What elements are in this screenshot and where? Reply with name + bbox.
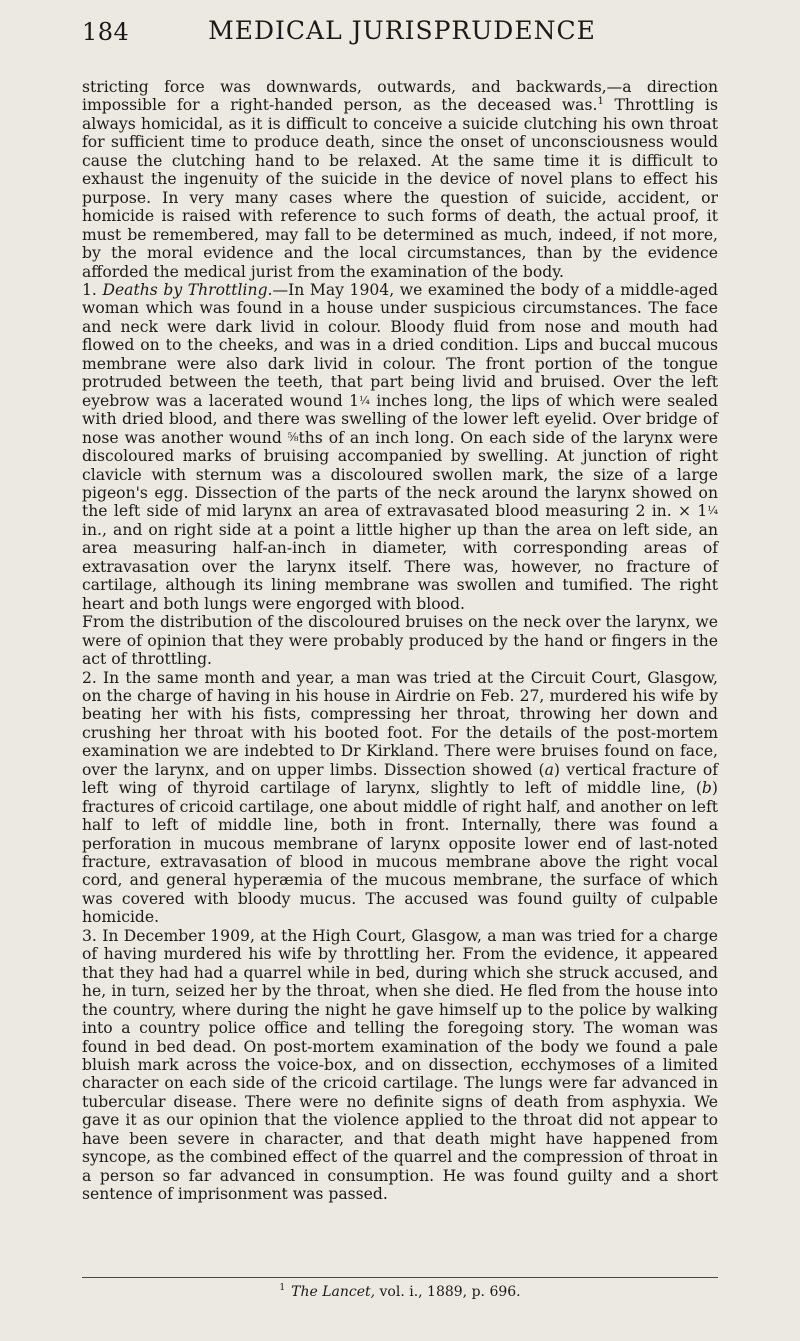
case-2-letter-b: b <box>701 779 712 798</box>
case-1-number: 1. <box>82 280 103 299</box>
page-header <box>82 12 722 52</box>
intro-text-after-ref: Throttling is always homicidal, as it is difficult to conceive a suicide clutching his own throat for sufficient time to produce death, since the onset of unconsciousness would cause the clutching hand to be relaxed. At the same time it is difficult to exhaust the ingenuity of the suicide in the device of novel plans to effect his purpose. In very many cases where the question of suicide, accident, or homicide is raised with reference to such forms of death, the actual proof, it must be remembered, may fall to be determined as much, indeed, if not more, by the moral evidence and the local circumstances, than by the evidence afforded the medical jurist from the examination of the body. <box>82 96 718 281</box>
case-3-paragraph: 3. In December 1909, at the High Court, Glasgow, a man was tried for a charge of having murdered his wife by throttling her. From the evidence, it appeared that they had had a quarrel while in bed, during which she struck accused, and he, in turn, seized her by the throat, when she died. He fled from the house into the country, where during the night he gave himself up to the police by walking into a country police office and telling the foregoing story. The woman was found in bed dead. On post-mortem examination of the body we found a pale bluish mark across the voice-box, and on dissection, ecchymoses of a limited character on each side of the cricoid cartilage. The lungs were far advanced in tubercular disease. There were no definite signs of death from asphyxia. We gave it as our opinion that the violence applied to the throat did not appear to have been severe in character, and that death might have happened from syncope, as the combined effect of the quarrel and the compression of throat in a person so far advanced in consumption. He was found guilty and a short sentence of imprisonment was passed. <box>82 926 718 1204</box>
footnote-mark: 1 <box>279 1283 286 1294</box>
fraction: ¼ <box>359 393 370 407</box>
case-2-letter-a: a <box>544 760 554 779</box>
intro-text-before-ref: stricting force was downwards, outwards, and backwards,—a direction impossible for a right-handed person, as the deceased was. <box>82 78 718 115</box>
intro-paragraph <box>82 78 718 281</box>
footnote-citation: vol. i., 1889, p. 696. <box>375 1284 521 1300</box>
case-2-text-c: ) fractures of cricoid cartilage, one about middle of right half, and another on left half to left of middle line, both in front. Internally, there was found a perforation in mucous membrane of larynx opposite lower end of last-noted fracture, extravasation of blood in mucous membrane above the right vocal cord, and general hyperæmia of the mucous membrane, the surface of which was covered with bloody mucus. The accused was found guilty of culpable homicide. <box>82 779 718 927</box>
case-2-paragraph <box>82 669 718 927</box>
case-1-paragraph <box>82 281 718 613</box>
footnote <box>0 1284 800 1300</box>
footnote-divider <box>82 1277 718 1278</box>
case-1-text-b: inches long, the lips of which were sealed with dried blood, and there was swelling of the lower left eyelid. Over bridge of nose was another wound <box>82 391 718 447</box>
footnote-reference: 1 <box>597 96 604 108</box>
case-2-text-a: 2. In the same month and year, a man was tried at the Circuit Court, Glasgow, on the charge of having in his house in Airdrie on Feb. 27, murdered his wife by beating her with his fists, compressing her throat, throwing her down and crushing her throat with his booted foot. For the details of the post-mortem examination we are indebted to Dr Kirkland. There were bruises found on face, over the larynx, and on upper limbs. Dissection showed ( <box>82 668 718 779</box>
case-1-conclusion: From the distribution of the discoloured bruises on the neck over the larynx, we were of opinion that they were probably produced by the hand or fingers in the act of throttling. <box>82 613 718 669</box>
case-1-text-c: ths of an inch long. On each side of the larynx were discoloured marks of bruising accompanied by swelling. At junction of right clavicle with sternum was a discoloured swollen mark, the size of a large pigeon's egg. Dissection of the parts of the neck around the larynx showed on the left side of mid larynx an area of extravasated blood measuring 2 in. × 1 <box>82 428 718 521</box>
fraction: ⅝ <box>287 430 299 444</box>
case-1-text-d: in., and on right side at a point a little higher up than the area on left side, an area measuring half-an-inch in diameter, with corresponding areas of extravasation over the larynx itself. There was, however, no fracture of cartilage, although its lining membrane was swollen and tumified. The right heart and both lungs were engorged with blood. <box>82 520 718 613</box>
case-2-text-b: ) vertical fracture of left wing of thyroid cartilage of larynx, slightly to left of middle line, ( <box>82 760 718 798</box>
body-text <box>82 78 718 1204</box>
fraction: ¼ <box>707 504 718 518</box>
page-number: 184 <box>82 18 130 46</box>
footnote-source-title: The Lancet, <box>291 1284 376 1300</box>
case-1-heading: Deaths by Throttling. <box>102 280 273 299</box>
running-head: MEDICAL JURISPRUDENCE <box>208 16 596 45</box>
case-1-text-a: —In May 1904, we examined the body of a middle-aged woman which was found in a house under suspicious circumstances. The face and neck were dark livid in colour. Bloody fluid from nose and mouth had flowed on to the cheeks, and was in a dried condition. Lips and buccal mucous membrane were also dark livid in colour. The front portion of the tongue protruded between the teeth, that part being livid and bruised. Over the left eyebrow was a lacerated wound 1 <box>82 280 718 410</box>
